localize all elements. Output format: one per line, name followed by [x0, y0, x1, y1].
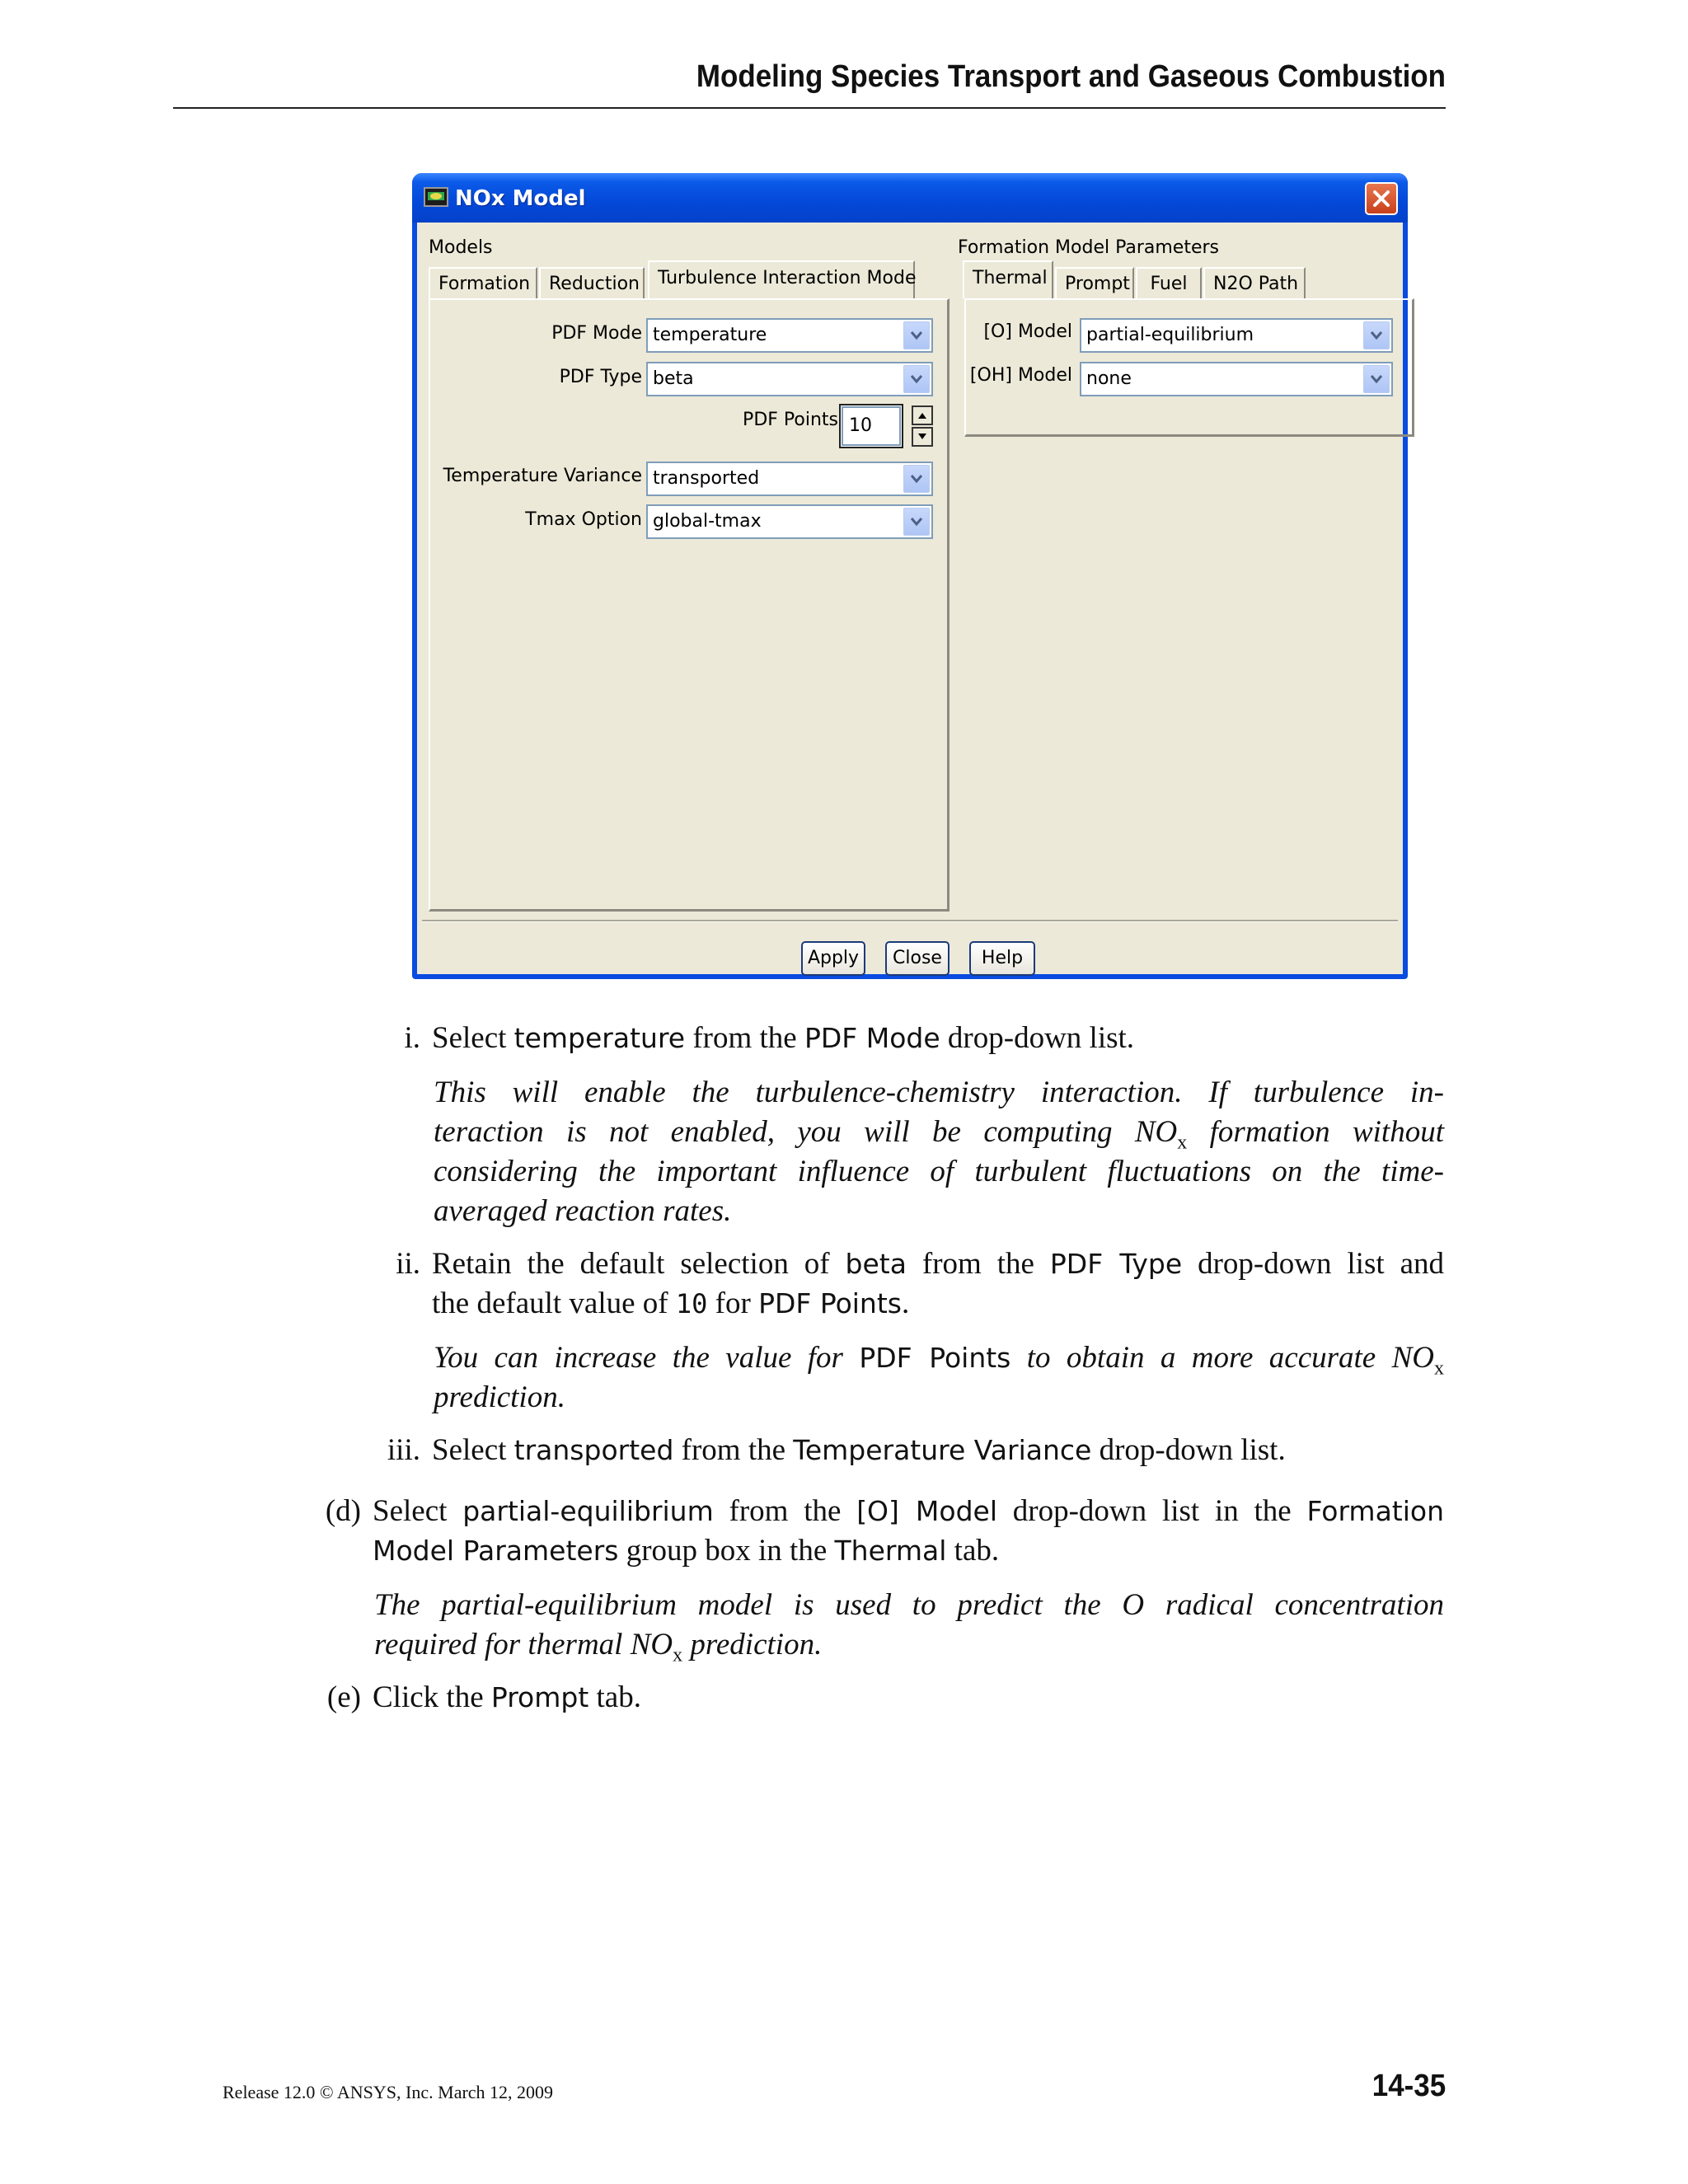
page-number: 14-35	[1372, 2069, 1446, 2103]
step-d-text-line1: Select partial-equilibrium from the [O] Model drop-down list in the Formation	[373, 1494, 1445, 1528]
temperature-variance-dropdown[interactable]	[646, 462, 933, 496]
step-d-text-line2: Model Parameters group box in the Thermal tab.	[373, 1534, 1000, 1568]
button-bar-separator	[422, 920, 1398, 922]
step-iii-number: iii.	[387, 1433, 420, 1467]
tmax-option-label: Tmax Option	[525, 509, 642, 530]
models-group-label: Models	[429, 237, 493, 258]
step-i-note-line: teraction is not enabled, you will be computing $NO_x$ formation without	[434, 1115, 1444, 1154]
step-ii-text-line1: Retain the default selection of beta from the PDF Type drop-down list and	[432, 1247, 1444, 1281]
formation-params-group-label: Formation Model Parameters	[958, 237, 1220, 258]
tmax-option-value: global-tmax	[653, 511, 762, 532]
step-i-number: i.	[404, 1021, 420, 1055]
step-i-note-line: This will enable the turbulence-chemistry interaction. If turbulence in-	[434, 1076, 1444, 1109]
step-e-number: (e)	[326, 1680, 361, 1714]
pdf-points-increment-button[interactable]	[912, 405, 933, 425]
pdf-mode-dropdown[interactable]	[646, 318, 933, 353]
step-ii-note-line1: You can increase the value for PDF Points to obtain a more accurate $NO_x$	[434, 1341, 1444, 1380]
models-tab-panel	[429, 298, 950, 912]
pdf-type-value: beta	[653, 368, 694, 389]
o-model-label: [O] Model	[983, 321, 1072, 342]
step-ii-number: ii.	[396, 1247, 420, 1281]
close-icon	[1372, 190, 1390, 208]
pdf-type-dropdown[interactable]	[646, 362, 933, 396]
chevron-down-icon[interactable]	[903, 508, 930, 536]
temperature-variance-label: Temperature Variance	[443, 466, 642, 486]
close-button[interactable]: Close	[885, 941, 950, 976]
tab-n2o-path[interactable]: N2O Path	[1203, 267, 1306, 298]
tab-turbulence-interaction-mode[interactable]: Turbulence Interaction Mode	[648, 260, 915, 298]
step-d-note-line2: required for thermal $NO_x$ prediction.	[374, 1628, 823, 1666]
chevron-down-icon[interactable]	[1363, 365, 1390, 393]
oh-model-value: none	[1086, 368, 1132, 389]
help-button[interactable]: Help	[969, 941, 1035, 976]
thermal-tab-panel	[964, 298, 1414, 437]
tab-formation[interactable]: Formation	[429, 267, 537, 298]
pdf-mode-value: temperature	[653, 325, 767, 345]
step-i-note-line: averaged reaction rates.	[434, 1194, 732, 1228]
arrow-up-icon	[917, 411, 927, 419]
pdf-mode-label: PDF Mode	[551, 323, 642, 344]
tab-reduction[interactable]: Reduction	[539, 267, 645, 298]
pdf-points-label: PDF Points	[743, 410, 838, 430]
chevron-down-icon[interactable]	[903, 365, 930, 393]
step-ii-text-line2: the default value of 10 for PDF Points.	[432, 1286, 910, 1320]
apply-button[interactable]: Apply	[801, 941, 865, 976]
nox-model-dialog	[412, 173, 1408, 979]
chevron-down-icon[interactable]	[1363, 321, 1390, 349]
tab-thermal[interactable]: Thermal	[963, 260, 1053, 298]
pdf-points-input[interactable]	[839, 404, 903, 448]
step-i-text: Select temperature from the PDF Mode drop-down list.	[432, 1021, 1135, 1055]
tab-fuel[interactable]: Fuel	[1136, 267, 1202, 298]
pdf-type-label: PDF Type	[559, 367, 642, 387]
step-e-text: Click the Prompt tab.	[373, 1680, 641, 1714]
running-header: Modeling Species Transport and Gaseous Combustion	[696, 59, 1446, 94]
header-rule	[173, 107, 1446, 109]
chevron-down-icon[interactable]	[903, 321, 930, 349]
o-model-dropdown[interactable]	[1080, 318, 1393, 353]
dialog-client-area	[417, 223, 1403, 974]
dialog-title: NOx Model	[455, 186, 586, 211]
dialog-titlebar[interactable]	[412, 173, 1408, 223]
o-model-value: partial-equilibrium	[1086, 325, 1254, 345]
step-iii-text: Select transported from the Temperature Variance drop-down list.	[432, 1433, 1286, 1467]
step-i-note-line: considering the important influence of turbulent fluctuations on the time-	[434, 1155, 1444, 1188]
pdf-points-value: 10	[849, 415, 872, 436]
tab-prompt[interactable]: Prompt	[1055, 267, 1134, 298]
step-ii-note-line2: prediction.	[434, 1380, 565, 1414]
pdf-points-decrement-button[interactable]	[912, 427, 933, 447]
oh-model-dropdown[interactable]	[1080, 362, 1393, 396]
app-icon	[424, 187, 448, 207]
step-d-note-line1: The partial-equilibrium model is used to predict the O radical concentration	[374, 1588, 1444, 1622]
oh-model-label: [OH] Model	[969, 365, 1072, 386]
close-window-button[interactable]	[1365, 182, 1398, 215]
arrow-down-icon	[917, 433, 927, 441]
footer-release: Release 12.0 © ANSYS, Inc. March 12, 2009	[223, 2082, 554, 2102]
chevron-down-icon[interactable]	[903, 465, 930, 493]
temperature-variance-value: transported	[653, 468, 760, 489]
tmax-option-dropdown[interactable]	[646, 504, 933, 539]
step-d-number: (d)	[325, 1494, 361, 1528]
